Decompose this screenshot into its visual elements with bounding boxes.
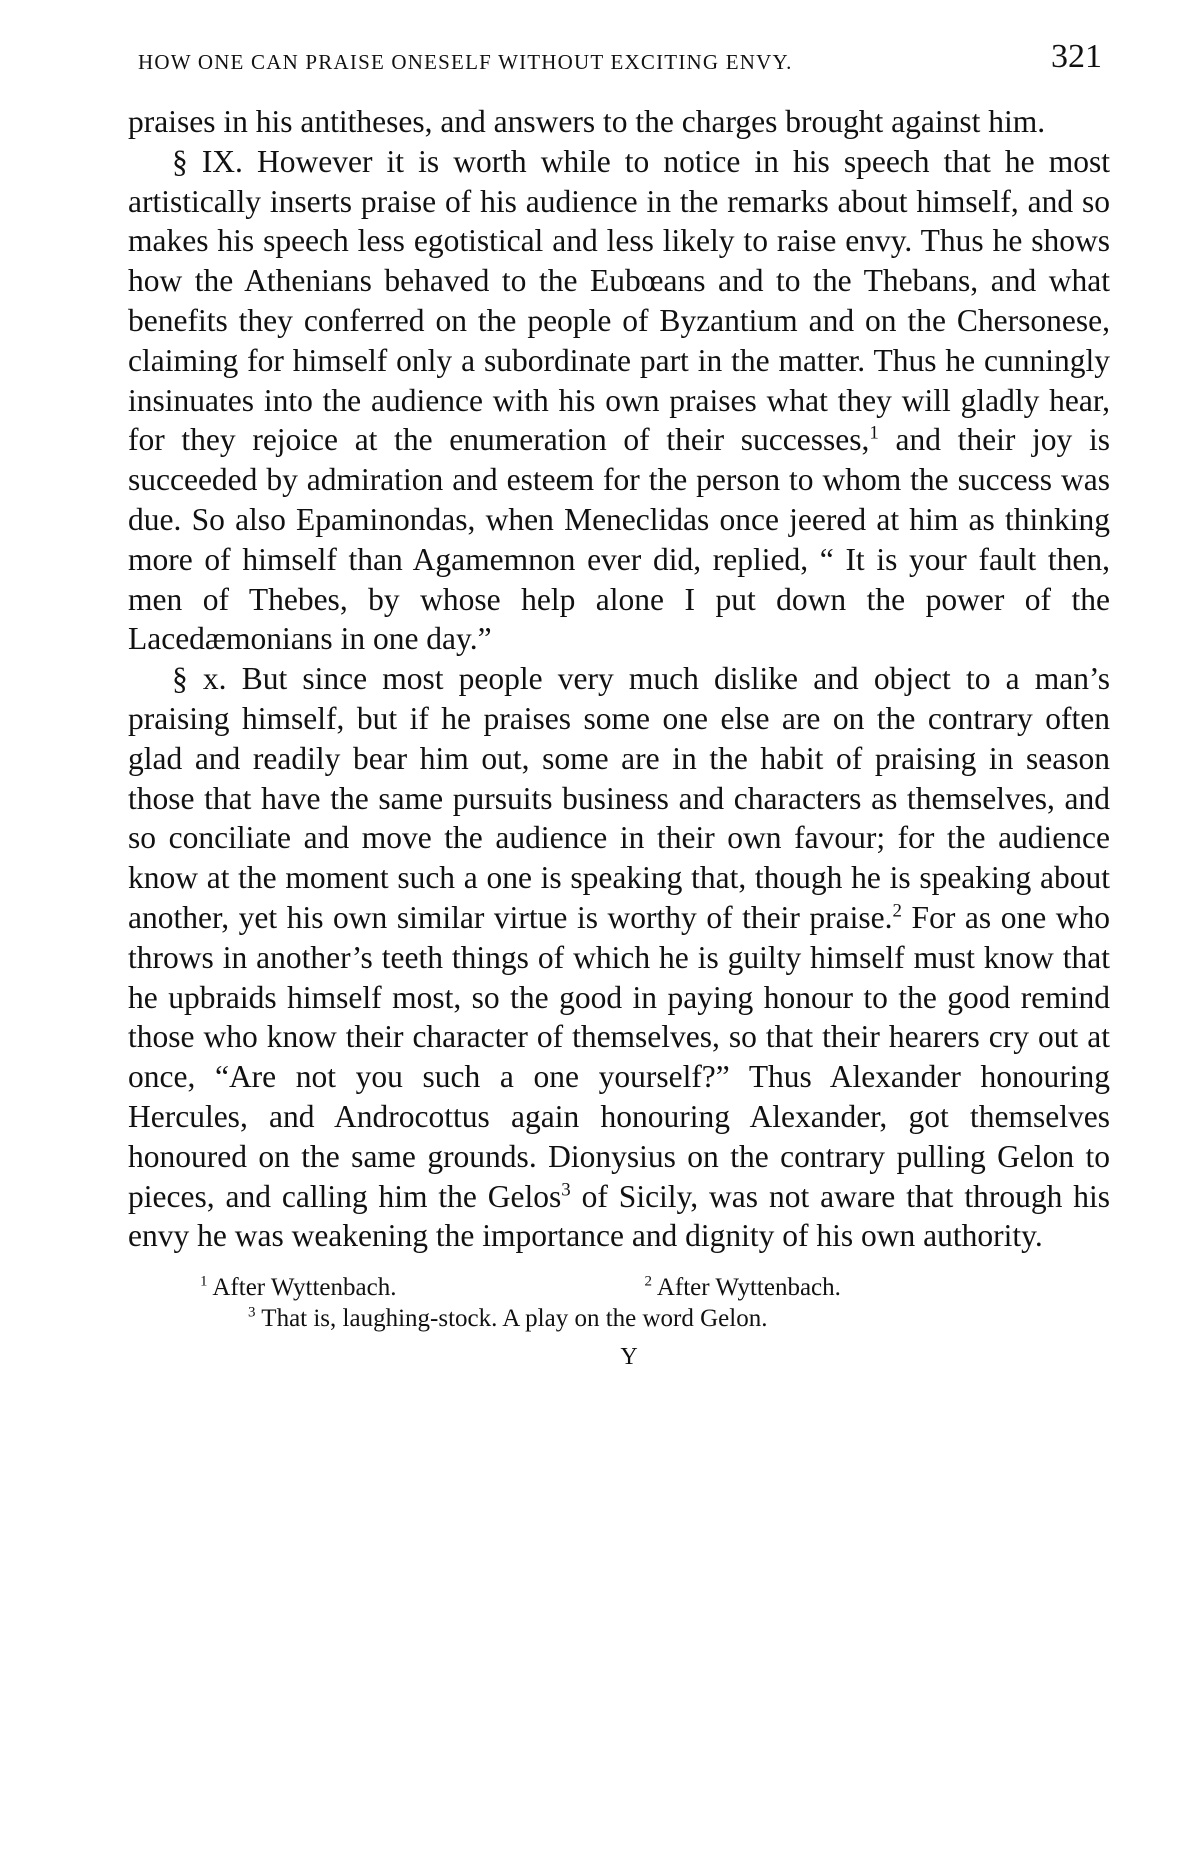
footnote-row <box>128 1303 1110 1334</box>
paragraph-text: However it is worth while to notice in his speech that he most artistically inserts praise of his audience in the remarks about himself, and so makes his speech less egotistical and less likely to raise envy. Thus he shows how the Athenians behaved to the Eubœans and to the Thebans, and what benefits they conferred on the people of Byzantium and on the Chersonese, claiming for himself only a subordinate part in the matter. Thus he cunningly insinuates into the audience with his own praises what they will gladly hear, for they rejoice at the enumeration of their successes, <box>128 143 1110 458</box>
section-marker-x: § x. <box>172 661 227 697</box>
signature-mark: Y <box>620 1344 638 1371</box>
footnote-text: That is, laughing-stock. A play on the word Gelon. <box>255 1305 768 1333</box>
section-marker-ix: § IX. <box>172 143 243 179</box>
footnote-2 <box>644 1272 840 1303</box>
paragraph-section-x <box>128 659 1110 1256</box>
footnotes <box>128 1272 1110 1334</box>
footnote-number: 2 <box>644 1273 652 1290</box>
paragraph-section-ix <box>128 142 1110 659</box>
paragraph-text: But since most people very much dislike and object to a man’s praising himself, but if he praises some one else are on the contrary often glad and readily bear him out, some are in the habit of praising in season those that have the same pursuits business and characters as themselves, and so conciliate and move the audience in their own favour; for the audience know at the moment such a one is speaking that, though he is speaking about another, yet his own similar virtue is worthy of their praise. <box>128 661 1110 935</box>
page-header <box>128 38 1110 88</box>
footnote-ref-3: 3 <box>561 1179 571 1201</box>
body-text <box>128 102 1110 1256</box>
page-number: 321 <box>1051 38 1102 75</box>
page <box>128 38 1110 1371</box>
footnote-text: After Wyttenbach. <box>651 1274 841 1302</box>
footnote-ref-1: 1 <box>869 422 879 444</box>
paragraph-text: of Sicily, was not aware that through his envy he was weakening the importance and dignity of his own authority. <box>128 1178 1110 1254</box>
footnote-number: 3 <box>248 1304 256 1321</box>
footnote-ref-2: 2 <box>892 900 902 922</box>
footnote-text: After Wyttenbach. <box>207 1274 397 1302</box>
paragraph-continuation: praises in his antitheses, and answers to the charges brought against him. <box>128 104 1046 139</box>
footnote-number: 1 <box>200 1273 208 1290</box>
footnote-3 <box>248 1303 767 1334</box>
footnote-row <box>128 1272 1110 1303</box>
running-title: HOW ONE CAN PRAISE ONESELF WITHOUT EXCITING ENVY. <box>138 50 793 74</box>
footnote-1 <box>200 1272 396 1303</box>
paragraph-text: and their joy is succeeded by admiration and esteem for the person to whom the success was due. So also Epaminondas, when Meneclidas once jeered at him as thinking more of himself than Agamemnon ever did, replied, “ It is your fault then, men of Thebes, by whose help alone I put down the power of the Lacedæmonians in one day.” <box>128 422 1111 657</box>
paragraph-text: For as one who throws in another’s teeth things of which he is guilty himself must know that he upbraids himself most, so the good in paying honour to the good remind those who know their character of themselves, so that their hearers cry out at once, “Are not you such a one yourself?” Thus Alexander honouring Hercules, and Androcottus again honouring Alexander, got themselves honoured on the same grounds. Dionysius on the contrary pulling Gelon to pieces, and calling him the Gelos <box>128 899 1110 1214</box>
